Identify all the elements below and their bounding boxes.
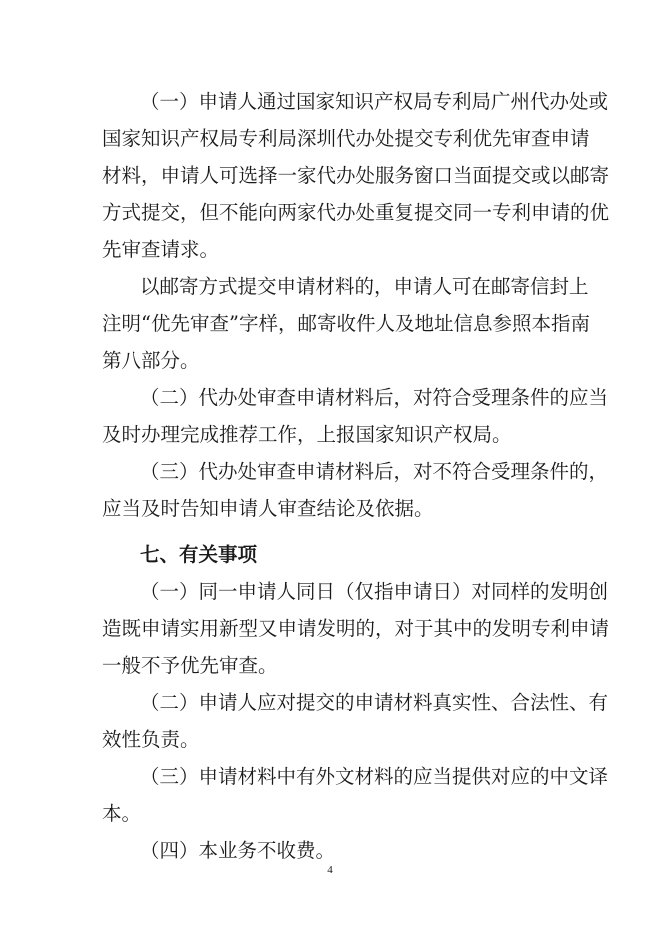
paragraph-line: 先审查请求。 [102,238,220,261]
paragraph-line: 一般不予优先审查。 [102,654,278,677]
paragraph-line: 造既申请实用新型又申请发明的，对于其中的发明专利申请 [102,617,610,640]
paragraph-line: 第八部分。 [102,349,200,372]
paragraph-line: 材料，申请人可选择一家代办处服务窗口当面提交或以邮寄 [102,164,610,187]
paragraph-line: 以邮寄方式提交申请材料的，申请人可在邮寄信封上 [140,275,589,298]
paragraph-line: 注明“优先审查”字样，邮寄收件人及地址信息参照本指南 [102,312,590,335]
paragraph-line: （二）代办处审查申请材料后，对符合受理条件的应当 [140,386,609,409]
page-number: 4 [327,864,333,876]
paragraph-line: （一）申请人通过国家知识产权局专利局广州代办处或 [140,90,609,113]
paragraph-line: 应当及时告知申请人审查结论及依据。 [102,497,434,520]
paragraph-line: 本。 [102,802,142,825]
paragraph-line: 方式提交，但不能向两家代办处重复提交同一专利申请的优 [102,201,610,224]
paragraph-line: （四）本业务不收费。 [140,839,336,862]
paragraph-line: （一）同一申请人同日（仅指申请日）对同样的发明创 [140,580,609,603]
section-heading: 七、有关事项 [140,543,258,566]
paragraph-line: （三）代办处审查申请材料后，对不符合受理条件的， [140,460,609,483]
paragraph-line: 国家知识产权局专利局深圳代办处提交专利优先审查申请 [102,127,590,150]
paragraph-line: 效性负责。 [102,728,200,751]
paragraph-line: （二）申请人应对提交的申请材料真实性、合法性、有 [140,691,609,714]
paragraph-line: （三）申请材料中有外文材料的应当提供对应的中文译 [140,765,609,788]
paragraph-line: 及时办理完成推荐工作，上报国家知识产权局。 [102,423,512,446]
